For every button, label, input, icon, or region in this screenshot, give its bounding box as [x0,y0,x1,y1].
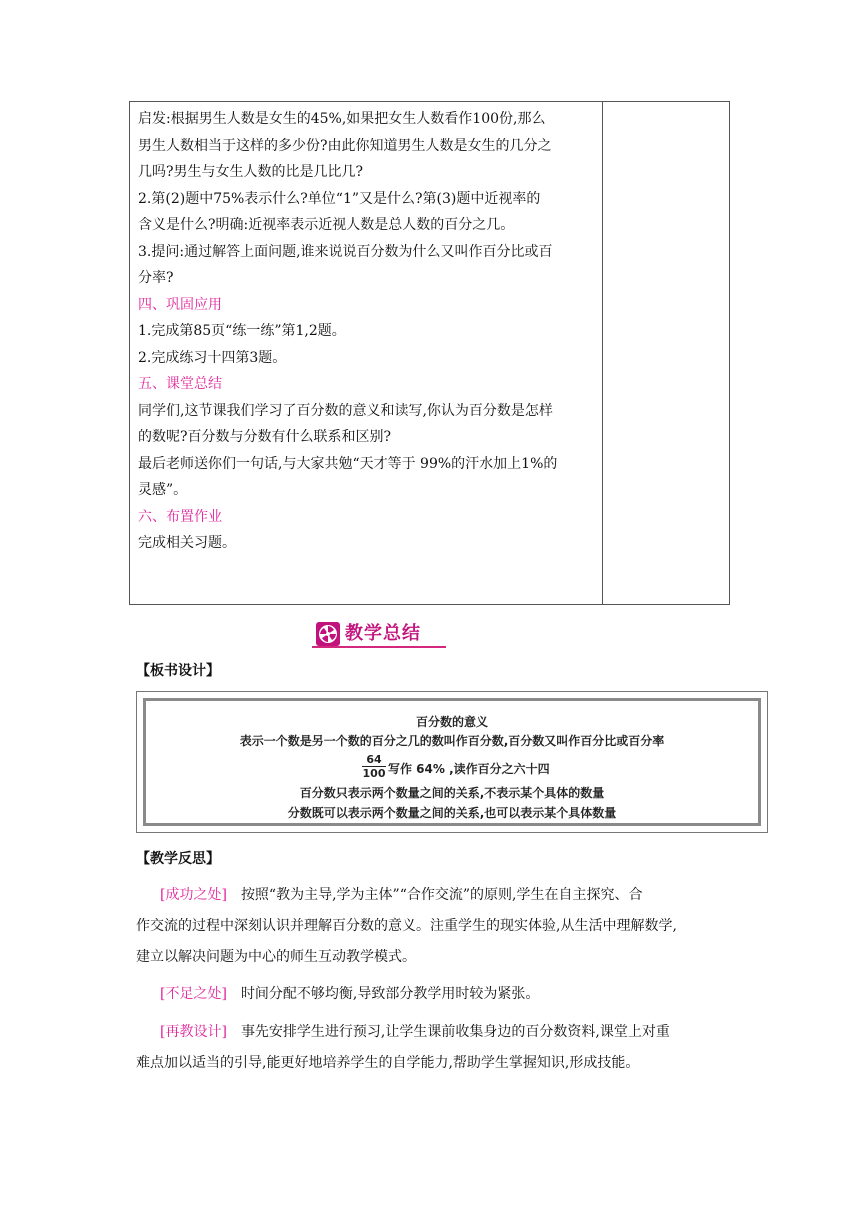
lesson-line: 3.提问:通过解答上面问题,谁来说说百分数为什么又叫作百分比或百 [138,243,553,260]
lesson-section-heading: 六、布置作业 [138,508,222,525]
pinwheel-icon [316,622,340,646]
lesson-line: 最后老师送你们一句话,与大家共勉“天才等于 99%的汗水加上1%的 [138,455,558,472]
shortfall-tag: [不足之处] [160,986,227,1002]
reflection-redesign [136,1017,736,1079]
lesson-line: 的数呢?百分数与分数有什么联系和区别? [138,429,392,445]
board-fraction-note: 分数既可以表示两个数量之间的关系,也可以表示某个具体数量 [287,806,617,820]
board-design-heading: 【板书设计】 [136,663,220,679]
reflection-success [136,880,736,973]
fraction-denominator: 100 [362,767,386,780]
lesson-line: 分率? [138,270,174,286]
lesson-line: 同学们,这节课我们学习了百分数的意义和读写,你认为百分数是怎样 [138,402,553,419]
success-line-3: 建立以解决问题为中心的师生互动教学模式。 [136,949,416,965]
lesson-content-cell [138,106,596,557]
board-fraction [362,753,386,780]
lesson-line: 含义是什么?明确:近视率表示近视人数是总人数的百分之几。 [138,217,515,233]
lesson-line: 1.完成第85页“练一练”第1,2题。 [138,323,346,339]
board-design-frame [143,698,761,826]
redesign-line-1: 事先安排学生进行预习,让学生课前收集身边的百分数资料,课堂上对重 [240,1024,670,1040]
shortfall-text: 时间分配不够均衡,导致部分教学用时较为紧张。 [240,986,540,1002]
board-percent-note: 百分数只表示两个数量之间的关系,不表示某个具体的数量 [299,786,605,800]
banner-title: 教学总结 [345,623,421,644]
success-tag: [成功之处] [160,887,227,903]
lesson-section-heading: 四、巩固应用 [138,296,222,313]
table-column-divider [602,102,603,604]
section-banner [312,621,446,647]
lesson-line: 2.完成练习十四第3题。 [138,349,287,366]
lesson-table [129,101,730,605]
banner-underline [312,646,446,648]
success-line-1: 按照“教为主导,学为主体”“合作交流”的原则,学生在自主探究、合 [240,887,643,903]
lesson-line: 完成相关习题。 [138,535,236,551]
fraction-numerator: 64 [362,753,386,767]
reflection-redesign-line [136,1017,736,1048]
lesson-line: 启发:根据男生人数是女生的45%,如果把女生人数看作100份,那么 [138,111,546,127]
lesson-line: 男生人数相当于这样的多少份?由此你知道男生人数是女生的几分之 [138,137,552,154]
lesson-section-heading: 五、课堂总结 [138,376,222,392]
success-line-2: 作交流的过程中深刻认识并理解百分数的意义。注重学生的现实体验,从生活中理解数学, [136,918,677,934]
reflection-success-line [136,880,736,911]
lesson-line: 灵感”。 [138,482,188,498]
board-fraction-reading: 写作 64% ,读作百分之六十四 [388,762,550,776]
reflection-heading: 【教学反思】 [136,851,220,867]
lesson-line: 2.第(2)题中75%表示什么?单位“1”又是什么?第(3)题中近视率的 [138,190,541,207]
reflection-shortfall-line [136,979,736,1010]
board-definition: 表示一个数是另一个数的百分之几的数叫作百分数,百分数又叫作百分比或百分率 [239,734,665,748]
board-design-box [136,691,768,833]
board-title: 百分数的意义 [415,715,488,729]
lesson-line: 几吗?男生与女生人数的比是几比几? [138,164,364,180]
reflection-shortfall [136,979,736,1010]
redesign-tag: [再教设计] [160,1024,227,1040]
redesign-line-2: 难点加以适当的引导,能更好地培养学生的自学能力,帮助学生掌握知识,形成技能。 [136,1055,640,1071]
